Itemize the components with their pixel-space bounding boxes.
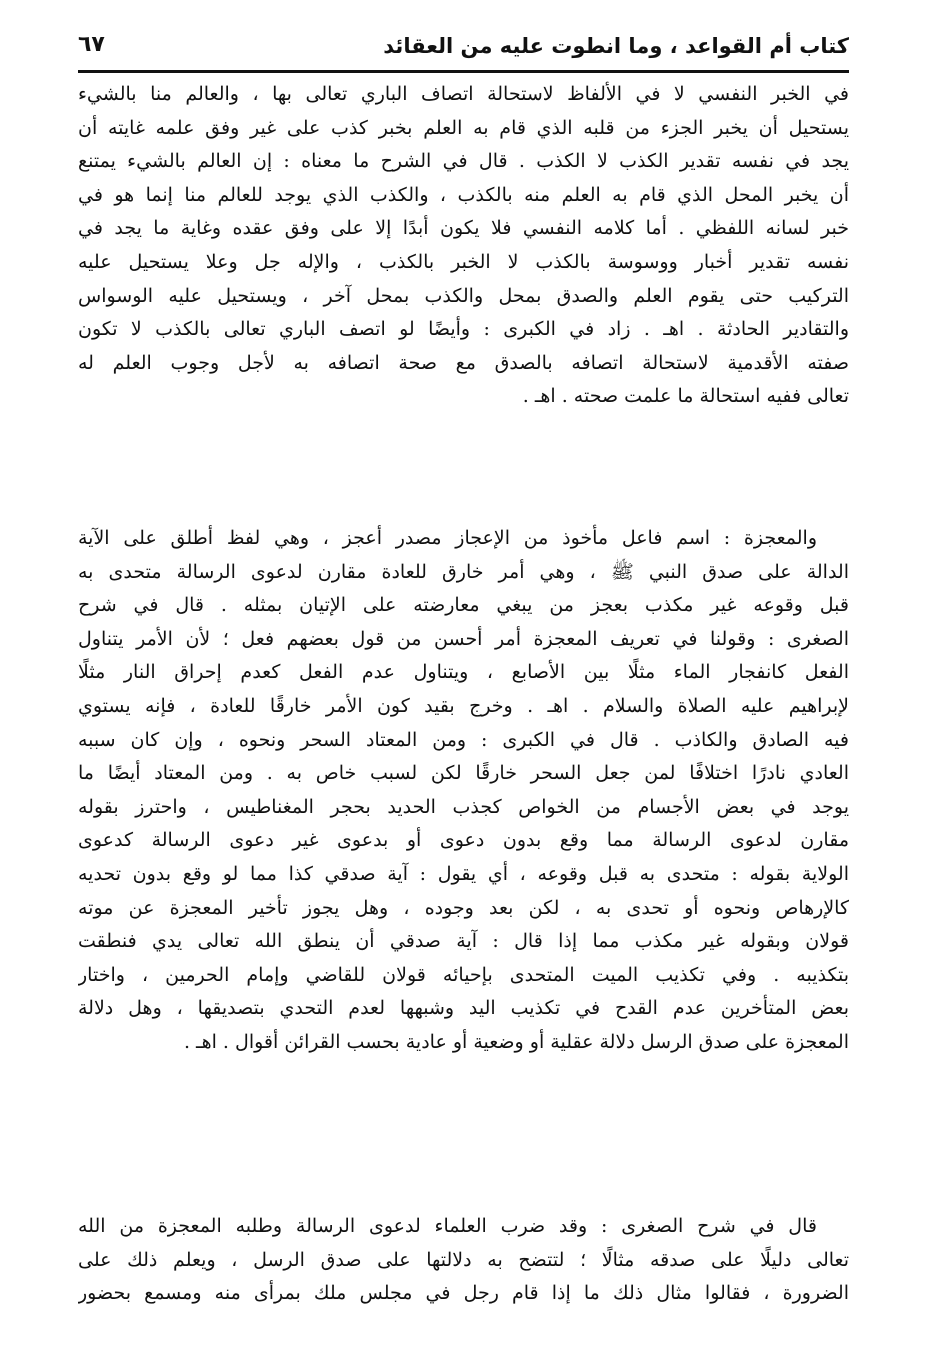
paragraph-1 xyxy=(78,78,849,414)
text-line: لإبراهيم عليه الصلاة والسلام . اهـ . وخرج بقيد كون الأمر خارقًا للعادة ، فإنه يستوي xyxy=(78,694,849,717)
header-rule xyxy=(78,70,849,73)
text-line: الولاية بقوله : متحدى به قبل وقوعه ، أي يقول : آية صدقي كذا مما لو وقع بدون تحديه xyxy=(78,862,849,885)
text-line: الضرورة ، فقالوا مثال ذلك ما إذا قام رجل في مجلس ملك بمرأى منه ومسمع بحضور xyxy=(78,1282,849,1305)
text-line: الفعل كانفجار الماء مثلًا بين الأصابع ، ويتناول عدم الفعل كعدم إحراق النار مثلًا xyxy=(78,661,849,684)
text-line: يوجد في بعض الأجسام من الخواص كجذب الحديد بحجر المغناطيس ، واحترز بقوله xyxy=(78,795,849,818)
text-line: تعالى ففيه استحالة ما علمت صحته . اهـ . xyxy=(522,385,849,408)
text-line: قولان وبقوله غير مكذب مما إذا قال : آية صدقي أن ينطق الله تعالى يدي فنطقت xyxy=(78,930,849,953)
text-line: تعالى دليلًا على صدقه مثالًا ؛ لتتضح به دلالتها على صدق الرسل ، ويعلم ذلك على xyxy=(78,1248,849,1271)
text-line: الدالة على صدق النبي ﷺ ، وهي أمر خارق للعادة مقارن لدعوى الرسالة متحدى به xyxy=(78,560,849,583)
text-line: فيه الصادق والكاذب . قال في الكبرى : ومن المعتاد السحر ونحوه ، وإن كان سببه xyxy=(78,728,849,751)
text-line: بعض المتأخرين عدم القدح في تكذيب اليد وشبهها لعدم التحدي بتصديقها ، وهل دلالة xyxy=(78,997,849,1020)
text-line: بتكذيبه . وفي تكذيب الميت المتحدى بإحيائه قولان للقاضي وإمام الحرمين ، واختار xyxy=(78,963,849,986)
text-line: نفسه تقدير أخبار ووسوسة بالكذب لا الخبر بالكذب ، والإله جل وعلا يستحيل عليه xyxy=(78,250,849,273)
text-line: يجد في نفسه تقدير الكذب لا الكذب . قال في الشرح ما معناه : إن العالم بالشيء يمتنع xyxy=(78,150,849,173)
running-header xyxy=(78,30,849,66)
paragraph-2 xyxy=(78,522,849,1060)
text-line: خبر لسانه اللفظي . أما كلامه النفسي فلا يكون أبدًا إلا على وفق عقده وغاية ما يجد في xyxy=(78,217,849,240)
text-line: والتقادير الحادثة . اهـ . زاد في الكبرى : وأيضًا لو اتصف الباري تعالى بالكذب لا تكون xyxy=(78,318,849,341)
text-line: الصغرى : وقولنا في تعريف المعجزة أمر أحسن من قول بعضهم فعل ؛ لأن الأمر يتناول xyxy=(78,627,849,650)
paragraph-3 xyxy=(78,1210,849,1311)
text-line: قال في شرح الصغرى : وقد ضرب العلماء لدعوى الرسالة وطلبه المعجزة من الله xyxy=(78,1215,817,1237)
book-title: كتاب أم القواعد ، وما انطوت عليه من العقائد xyxy=(383,34,849,58)
text-line: في الخبر النفسي لا في الألفاظ لاستحالة اتصاف الباري تعالى بها ، والعالم منا بالشيء xyxy=(78,83,849,105)
text-line: التركيب حتى يقوم العلم والصدق بمحل والكذب بمحل آخر ، ويستحيل عليه الوسواس xyxy=(78,284,849,307)
text-line: العادي نادرًا اختلافًا لمن جعل السحر خارقًا لكن لسبب خاص به . ومن المعتاد أيضًا ما xyxy=(78,762,849,785)
text-line: والمعجزة : اسم فاعل مأخوذ من الإعجاز مصدر أعجز ، وهي لفظ أطلق على الآية xyxy=(78,527,817,549)
text-line: يستحيل أن يخبر الجزء من قلبه الذي قام به العلم بخبر كذب على غير وفق علمه غايته أن xyxy=(78,116,849,139)
text-line: المعجزة على صدق الرسل دلالة عقلية أو وضعية أو عادية بحسب القرائن أقوال . اهـ . xyxy=(183,1030,849,1053)
text-line: كالإرهاص ونحوه أو تحدى به ، لكن بعد وجوده ، وهل يجوز تأخير المعجزة عن موته xyxy=(78,896,849,919)
text-line: مقارن لدعوى الرسالة مما وقع بدون دعوى أو بدعوى غير دعوى الرسالة كدعوى xyxy=(78,829,849,852)
text-line: أن يخبر المحل الذي قام به العلم منه بالكذب ، والكذب الذي يوجد للعالم منا إنما هو في xyxy=(78,183,849,206)
text-line: صفته الأقدمية لاستحالة اتصافه بالصدق مع صحة اتصافه به لأجل وجوب العلم له xyxy=(78,351,849,374)
text-line: قبل وقوعه غير مكذب بعجز من يبغي معارضته على الإتيان بمثله . قال في شرح xyxy=(78,594,849,617)
page-number: ٦٧ xyxy=(78,32,105,57)
